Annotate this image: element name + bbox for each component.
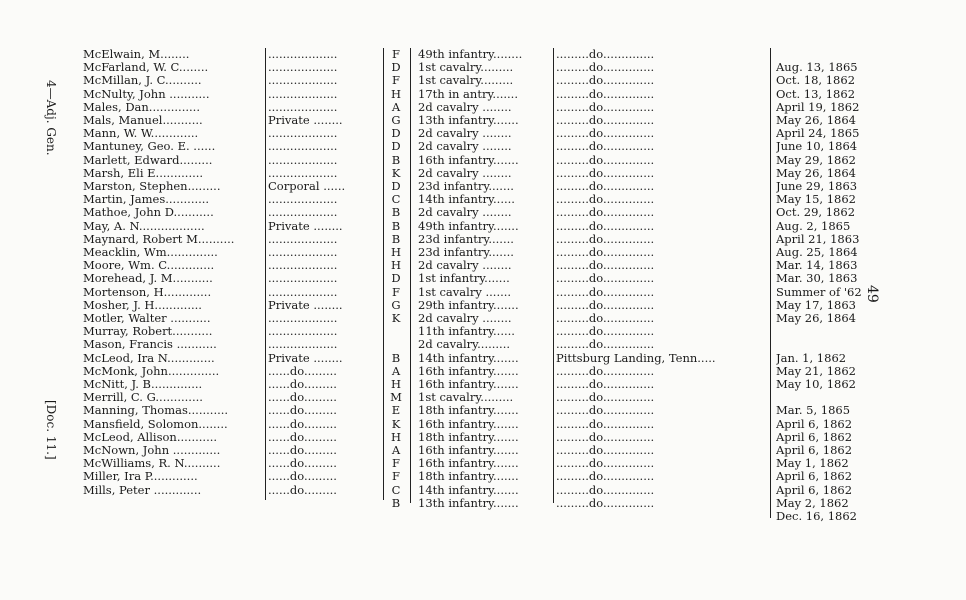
date-cell: Oct. 13, 1862 bbox=[776, 87, 856, 101]
date-cell: Mar. 5, 1865 bbox=[776, 404, 851, 418]
rank-cell: Private ........ bbox=[268, 298, 343, 312]
margin-label-bottom: [Doc. 11.] bbox=[44, 400, 58, 460]
rank-cell: ................... bbox=[268, 140, 338, 154]
name-cell: Mason, Francis ........... bbox=[83, 338, 217, 352]
column-rule bbox=[770, 48, 771, 518]
regiment-cell: 1st cavalry......... bbox=[418, 61, 514, 75]
date-cell: Dec. 16, 1862 bbox=[776, 510, 857, 523]
rank-cell: ................... bbox=[268, 87, 338, 101]
company-cell: H bbox=[390, 377, 402, 391]
place-cell: .........do.............. bbox=[556, 457, 655, 471]
date-cell: April 21, 1863 bbox=[776, 232, 860, 246]
regiment-cell: 18th infantry....... bbox=[418, 470, 519, 484]
name-cell: McMonk, John.............. bbox=[83, 364, 220, 378]
rank-cell: ................... bbox=[268, 272, 338, 286]
regiment-cell: 2d cavalry ........ bbox=[418, 206, 512, 220]
name-cell: Meacklin, Wm.............. bbox=[83, 246, 218, 259]
date-cell: April 6, 1862 bbox=[776, 483, 853, 497]
column-rule bbox=[410, 48, 411, 503]
rank-cell: ......do......... bbox=[268, 378, 337, 391]
company-cell: E bbox=[391, 403, 401, 418]
place-cell: .........do.............. bbox=[556, 114, 655, 127]
company-cell: A bbox=[391, 363, 401, 378]
place-cell: .........do.............. bbox=[556, 444, 655, 457]
name-cell: McLeod, Allison........... bbox=[83, 430, 218, 444]
name-cell: Mantuney, Geo. E. ...... bbox=[83, 140, 216, 154]
rank-cell: Private ........ bbox=[268, 219, 343, 233]
place-cell: .........do.............. bbox=[556, 140, 655, 154]
date-cell: Oct. 18, 1862 bbox=[776, 74, 856, 88]
date-cell: May 26, 1864 bbox=[776, 114, 856, 127]
date-cell: April 19, 1862 bbox=[776, 100, 860, 114]
date-cell: April 6, 1862 bbox=[776, 430, 853, 444]
company-cell: F bbox=[392, 456, 400, 471]
regiment-cell: 17th in antry....... bbox=[418, 87, 518, 101]
name-cell: Miller, Ira P............. bbox=[83, 470, 198, 484]
column-rule bbox=[265, 48, 266, 500]
place-cell: .........do.............. bbox=[556, 180, 655, 193]
place-cell: .........do.............. bbox=[556, 153, 655, 167]
place-cell: .........do.............. bbox=[556, 232, 655, 246]
company-cell: B bbox=[391, 495, 401, 510]
rank-cell: ................... bbox=[268, 232, 338, 246]
rank-cell: ................... bbox=[268, 193, 338, 207]
name-cell: Maynard, Robert M.......... bbox=[83, 232, 235, 246]
date-cell: May 21, 1862 bbox=[776, 364, 856, 378]
rank-cell: ................... bbox=[268, 312, 338, 325]
regiment-cell: 2d cavalry ........ bbox=[418, 140, 512, 154]
company-cell: H bbox=[390, 245, 402, 259]
name-cell: Moore, Wm. C............. bbox=[83, 259, 215, 273]
company-cell: D bbox=[391, 179, 401, 193]
rank-cell: ................... bbox=[268, 206, 338, 220]
place-cell: .........do.............. bbox=[556, 206, 655, 220]
regiment-cell: 18th infantry....... bbox=[418, 404, 519, 418]
rank-cell: Corporal ...... bbox=[268, 180, 346, 193]
rank-cell: ......do......... bbox=[268, 470, 337, 484]
company-cell: M bbox=[390, 390, 402, 405]
place-cell: .........do.............. bbox=[556, 74, 655, 88]
date-cell: Mar. 14, 1863 bbox=[776, 259, 858, 273]
place-cell: .........do.............. bbox=[556, 259, 655, 273]
place-cell: .........do.............. bbox=[556, 338, 655, 352]
regiment-cell: 49th infantry....... bbox=[418, 219, 519, 233]
date-cell: April 24, 1865 bbox=[776, 127, 860, 141]
name-cell: McNulty, John ........... bbox=[83, 87, 210, 101]
company-cell: F bbox=[392, 47, 400, 61]
company-cell: K bbox=[391, 416, 401, 431]
date-cell: June 10, 1864 bbox=[776, 140, 858, 154]
name-cell: Males, Dan.............. bbox=[83, 100, 200, 114]
regiment-cell: 2d cavalry ........ bbox=[418, 100, 512, 114]
place-cell: .........do.............. bbox=[556, 417, 655, 431]
place-cell: .........do.............. bbox=[556, 391, 655, 405]
rank-cell: Private ........ bbox=[268, 351, 343, 365]
rank-cell: ......do......... bbox=[268, 430, 337, 444]
date-cell: April 6, 1862 bbox=[776, 417, 853, 431]
column-rule bbox=[553, 48, 554, 503]
place-cell: .........do.............. bbox=[556, 404, 655, 418]
place-cell: Pittsburg Landing, Tenn..... bbox=[556, 351, 716, 365]
regiment-cell: 2d cavalry ........ bbox=[418, 312, 512, 325]
rank-cell: ......do......... bbox=[268, 483, 337, 497]
company-cell: B bbox=[391, 350, 401, 365]
name-cell: McElwain, M........ bbox=[83, 48, 190, 61]
rank-cell: ......do......... bbox=[268, 457, 337, 471]
name-cell: May, A. N.................. bbox=[83, 219, 205, 233]
name-cell: Mansfield, Solomon........ bbox=[83, 417, 228, 431]
regiment-cell: 16th infantry....... bbox=[418, 364, 519, 378]
rank-cell: ................... bbox=[268, 74, 338, 88]
regiment-cell: 23d infantry....... bbox=[418, 180, 514, 193]
place-cell: .........do.............. bbox=[556, 325, 655, 339]
name-cell: Mosher, J. H............. bbox=[83, 298, 202, 312]
place-cell: .........do.............. bbox=[556, 312, 655, 325]
rank-cell: Private ........ bbox=[268, 114, 343, 127]
date-cell: May 29, 1862 bbox=[776, 153, 856, 167]
company-cell: B bbox=[391, 231, 401, 246]
regiment-cell: 1st cavalry......... bbox=[418, 74, 514, 88]
margin-label-top: 4—Adj. Gen. bbox=[44, 80, 58, 156]
date-cell: Jan. 1, 1862 bbox=[776, 351, 847, 365]
date-cell: May 26, 1864 bbox=[776, 312, 856, 325]
date-cell: June 29, 1863 bbox=[776, 180, 858, 193]
place-cell: .........do.............. bbox=[556, 166, 655, 180]
company-cell: G bbox=[391, 297, 401, 312]
company-cell: H bbox=[390, 86, 402, 101]
rank-cell: ................... bbox=[268, 153, 338, 167]
place-cell: .........do.............. bbox=[556, 219, 655, 233]
date-cell: May 26, 1864 bbox=[776, 166, 856, 180]
rank-cell: ................... bbox=[268, 285, 338, 299]
name-cell: Marsh, Eli E............. bbox=[83, 166, 204, 180]
regiment-cell: 23d infantry....... bbox=[418, 232, 514, 246]
date-cell: May 2, 1862 bbox=[776, 496, 849, 510]
name-cell: Merrill, C. G............. bbox=[83, 391, 203, 405]
place-cell: .........do.............. bbox=[556, 246, 655, 259]
company-cell: D bbox=[391, 139, 401, 154]
regiment-cell: 14th infantry...... bbox=[418, 193, 515, 207]
date-cell: Summer of '62 bbox=[776, 285, 862, 299]
regiment-cell: 13th infantry....... bbox=[418, 496, 519, 510]
name-cell: Murray, Robert........... bbox=[83, 325, 213, 339]
rank-cell: ................... bbox=[268, 100, 338, 114]
rank-cell: ................... bbox=[268, 246, 338, 259]
company-cell: D bbox=[391, 126, 401, 141]
regiment-cell: 1st cavalry......... bbox=[418, 391, 514, 405]
company-cell: C bbox=[391, 482, 401, 497]
date-cell: Aug. 2, 1865 bbox=[776, 219, 851, 233]
place-cell: .........do.............. bbox=[556, 48, 655, 61]
regiment-cell: 23d infantry....... bbox=[418, 246, 514, 259]
rank-cell: ................... bbox=[268, 127, 338, 141]
rank-cell: ................... bbox=[268, 338, 338, 352]
regiment-cell: 2d cavalry ........ bbox=[418, 127, 512, 141]
name-cell: Mills, Peter ............. bbox=[83, 483, 202, 497]
regiment-cell: 49th infantry........ bbox=[418, 48, 523, 61]
regiment-cell: 16th infantry....... bbox=[418, 457, 519, 471]
regiment-cell: 14th infantry....... bbox=[418, 483, 519, 497]
place-cell: .........do.............. bbox=[556, 100, 655, 114]
regiment-cell: 16th infantry....... bbox=[418, 444, 519, 457]
company-cell: G bbox=[391, 113, 401, 127]
rank-cell: ................... bbox=[268, 61, 338, 75]
place-cell: .........do.............. bbox=[556, 364, 655, 378]
company-cell: B bbox=[391, 152, 401, 167]
page-number: 49 bbox=[864, 285, 880, 303]
regiment-cell: 1st cavalry ....... bbox=[418, 285, 512, 299]
date-cell: May 10, 1862 bbox=[776, 378, 856, 391]
date-cell: Aug. 25, 1864 bbox=[776, 246, 858, 259]
place-cell: .........do.............. bbox=[556, 483, 655, 497]
regiment-cell: 16th infantry....... bbox=[418, 378, 519, 391]
date-cell: May 1, 1862 bbox=[776, 457, 849, 471]
name-cell: Motler, Walter ........... bbox=[83, 312, 211, 325]
company-cell: F bbox=[392, 469, 400, 484]
date-cell: Oct. 29, 1862 bbox=[776, 206, 856, 220]
rank-cell: ......do......... bbox=[268, 404, 337, 418]
place-cell: .........do.............. bbox=[556, 496, 655, 510]
name-cell: McLeod, Ira N............. bbox=[83, 351, 215, 365]
place-cell: .........do.............. bbox=[556, 285, 655, 299]
name-cell: Mortenson, H............. bbox=[83, 285, 212, 299]
name-cell: Marlett, Edward......... bbox=[83, 153, 213, 167]
date-cell: May 17, 1863 bbox=[776, 298, 856, 312]
company-cell: H bbox=[390, 258, 402, 273]
name-cell: McNitt, J. B.............. bbox=[83, 378, 203, 391]
regiment-cell: 16th infantry....... bbox=[418, 153, 519, 167]
rank-cell: ......do......... bbox=[268, 444, 337, 457]
rank-cell: ................... bbox=[268, 259, 338, 273]
regiment-cell: 14th infantry....... bbox=[418, 351, 519, 365]
regiment-cell: 2d cavalry......... bbox=[418, 338, 511, 352]
rank-cell: ......do......... bbox=[268, 391, 337, 405]
regiment-cell: 1st infantry....... bbox=[418, 272, 510, 286]
regiment-cell: 2d cavalry ........ bbox=[418, 166, 512, 180]
place-cell: .........do.............. bbox=[556, 193, 655, 207]
company-cell: B bbox=[391, 205, 401, 220]
name-cell: Marston, Stephen......... bbox=[83, 180, 221, 193]
company-cell: K bbox=[391, 311, 401, 325]
name-cell: McFarland, W. C........ bbox=[83, 61, 209, 75]
place-cell: .........do.............. bbox=[556, 272, 655, 286]
name-cell: Mathoe, John D........... bbox=[83, 206, 214, 220]
date-cell: Aug. 13, 1865 bbox=[776, 61, 858, 75]
name-cell: Mals, Manuel........... bbox=[83, 114, 203, 127]
company-cell: H bbox=[390, 429, 402, 444]
place-cell: .........do.............. bbox=[556, 127, 655, 141]
date-cell: Mar. 30, 1863 bbox=[776, 272, 858, 286]
column-rule bbox=[383, 48, 384, 500]
company-cell: K bbox=[391, 165, 401, 180]
place-cell: .........do.............. bbox=[556, 378, 655, 391]
company-cell: A bbox=[391, 99, 401, 114]
company-cell: B bbox=[391, 218, 401, 233]
name-cell: Mann, W. W............. bbox=[83, 127, 199, 141]
date-cell: April 6, 1862 bbox=[776, 470, 853, 484]
place-cell: .........do.............. bbox=[556, 470, 655, 484]
regiment-cell: 18th infantry....... bbox=[418, 430, 519, 444]
place-cell: .........do.............. bbox=[556, 298, 655, 312]
regiment-cell: 2d cavalry ........ bbox=[418, 259, 512, 273]
rank-cell: ......do......... bbox=[268, 364, 337, 378]
place-cell: .........do.............. bbox=[556, 87, 655, 101]
place-cell: .........do.............. bbox=[556, 61, 655, 75]
name-cell: McWilliams, R. N.......... bbox=[83, 457, 221, 471]
regiment-cell: 11th infantry...... bbox=[418, 325, 515, 339]
company-cell: F bbox=[392, 284, 400, 299]
name-cell: Martin, James............ bbox=[83, 193, 210, 207]
company-cell: D bbox=[391, 271, 401, 286]
company-cell: D bbox=[391, 60, 401, 75]
name-cell: Morehead, J. M........... bbox=[83, 272, 213, 286]
place-cell: .........do.............. bbox=[556, 430, 655, 444]
rank-cell: ................... bbox=[268, 166, 338, 180]
company-cell: F bbox=[392, 73, 400, 88]
regiment-cell: 16th infantry....... bbox=[418, 417, 519, 431]
name-cell: McNown, John ............. bbox=[83, 444, 221, 457]
rank-cell: ................... bbox=[268, 48, 338, 61]
rank-cell: ......do......... bbox=[268, 417, 337, 431]
name-cell: Manning, Thomas........... bbox=[83, 404, 229, 418]
date-cell: April 6, 1862 bbox=[776, 444, 853, 457]
company-cell: A bbox=[391, 443, 401, 457]
regiment-cell: 29th infantry....... bbox=[418, 298, 519, 312]
date-cell: May 15, 1862 bbox=[776, 193, 856, 207]
regiment-cell: 13th infantry....... bbox=[418, 114, 519, 127]
rank-cell: ................... bbox=[268, 325, 338, 339]
name-cell: McMillan, J. C.......... bbox=[83, 74, 202, 88]
company-cell: C bbox=[391, 192, 401, 207]
